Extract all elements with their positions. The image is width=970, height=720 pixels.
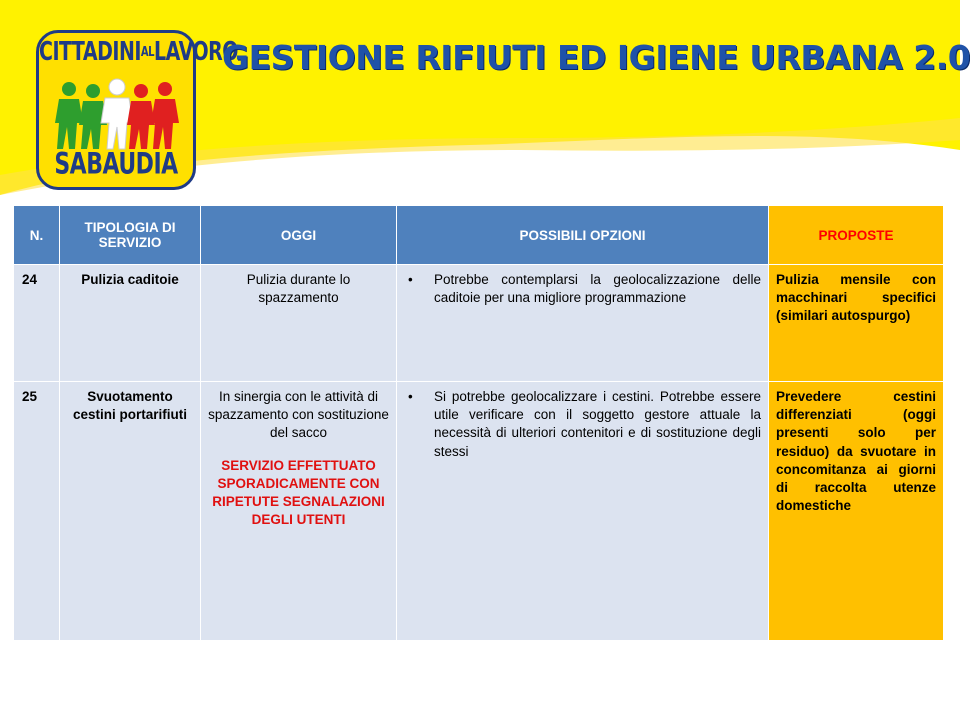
header-proposte: PROPOSTE (769, 206, 944, 265)
logo (36, 30, 238, 190)
table-row (14, 265, 944, 382)
table-row (14, 382, 944, 641)
cell-opzioni (397, 382, 769, 641)
logo-top-text: CITTADINIALLAVORO (39, 37, 238, 67)
bullet-icon: • (408, 389, 413, 404)
page-title: GESTIONE RIFIUTI ED IGIENE URBANA 2.0 (222, 38, 970, 77)
cell-proposte: Prevedere cestini differenziati (oggi presenti solo per residuo) da svuotare in concomitanza ai giorni di raccolta utenze domestiche (769, 382, 944, 641)
header-oggi: OGGI (201, 206, 397, 265)
header-tipologia: TIPOLOGIA DI SERVIZIO (60, 206, 201, 265)
oggi-text: In sinergia con le attività di spazzamento con sostituzione del sacco (208, 389, 389, 441)
opzioni-text: Si potrebbe geolocalizzare i cestini. Potrebbe essere utile verificare con il soggetto gestore attuale la necessità di ulteriori contenitori e di sostituzione degli stessi (434, 389, 761, 459)
oggi-text: Pulizia durante lo spazzamento (246, 272, 351, 306)
opzioni-text: Potrebbe contemplarsi la geolocalizzazione delle caditoie per una migliore programmazione (434, 272, 761, 306)
cell-tipologia: Pulizia caditoie (60, 265, 201, 382)
cell-oggi (201, 265, 397, 382)
logo-bottom-text: SABAUDIA (54, 147, 178, 182)
people-figures-icon (49, 79, 185, 151)
table-header-row (14, 206, 944, 265)
services-table (13, 205, 944, 641)
header-n: N. (14, 206, 60, 265)
header-opzioni: POSSIBILI OPZIONI (397, 206, 769, 265)
cell-proposte: Pulizia mensile con macchinari specifici (similari autospurgo) (769, 265, 944, 382)
cell-tipologia: Svuotamento cestini portarifiuti (60, 382, 201, 641)
oggi-alert-text: SERVIZIO EFFETTUATO SPORADICAMENTE CON RIPETUTE SEGNALAZIONI DEGLI UTENTI (212, 457, 385, 528)
cell-number: 25 (14, 382, 60, 641)
bullet-icon: • (408, 272, 413, 287)
cell-oggi (201, 382, 397, 641)
cell-number: 24 (14, 265, 60, 382)
cell-opzioni (397, 265, 769, 382)
